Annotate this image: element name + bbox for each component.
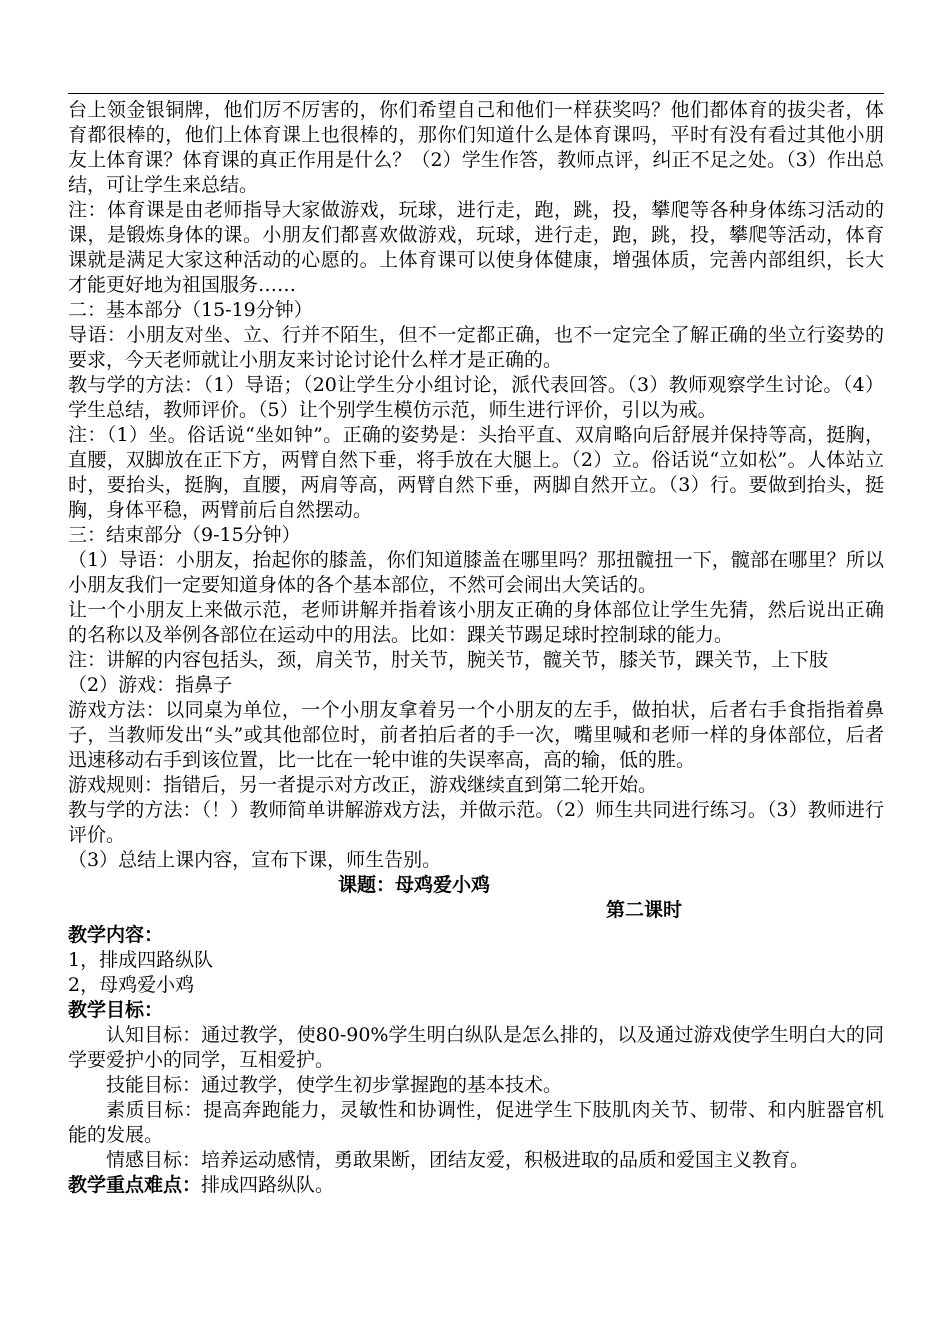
key-heading: 教学重点难点：	[68, 1174, 202, 1196]
content-item: 1，排成四路纵队	[68, 949, 214, 971]
paragraph-game-title: （2）游戏：指鼻子	[68, 674, 233, 696]
lesson-title: 课题：母鸡爱小鸡	[338, 874, 491, 896]
paragraph-demonstration: 让一个小朋友上来做示范，老师讲解并指着该小朋友正确的身体部位让学生先猜，然后说出正确的名称以及举例各部位在运动中的用法。比如：踝关节踢足球时控制球的能力。	[68, 599, 884, 646]
section-heading-basic: 二：基本部分（15-19分钟）	[68, 299, 313, 321]
paragraph-methods: 教与学的方法：（1）导语；（20让学生分小组讨论，派代表回答。（3）教师观察学生讨论。（4）学生总结，教师评价。（5）让个别学生模仿示范，师生进行评价，引以为戒。	[68, 374, 884, 421]
header-rule	[68, 93, 884, 94]
goal-skill: 技能目标：通过教学，使学生初步掌握跑的基本技术。	[106, 1074, 563, 1096]
paragraph-game-teaching: 教与学的方法：（！）教师简单讲解游戏方法，并做示范。（2）师生共同进行练习。（3）教师进行评价。	[68, 799, 884, 846]
paragraph-note-posture: 注：（1）坐。俗话说“坐如钟”。正确的姿势是：头抬平直、双肩略向后舒展并保持等高，挺胸，直腰，双脚放在正下方，两臂自然下垂，将手放在大腿上。（2）立。俗话说“立如松”。人体站立时，要抬头，挺胸，直腰，两肩等高，两臂自然下垂，两脚自然开立。（3）行。要做到抬头，挺胸，身体平稳，两臂前后自然摆动。	[68, 424, 884, 521]
paragraph-game-rules: 游戏规则：指错后，另一者提示对方改正，游戏继续直到第二轮开始。	[68, 774, 658, 796]
paragraph-summary: （3）总结上课内容，宣布下课，师生告别。	[68, 849, 442, 871]
key-points	[68, 1173, 884, 1198]
paragraph-game-method: 游戏方法：以同桌为单位，一个小朋友拿着另一个小朋友的左手，做拍状，后者右手食指指着鼻子，当教师发出“头”或其他部位时，前者拍后者的手一次，嘴里喊和老师一样的身体部位，后者迅速移动右手到该位置，比一比在一轮中谁的失误率高，高的输，低的胜。	[68, 699, 884, 771]
content-heading: 教学内容：	[68, 924, 164, 946]
paragraph-note-body-parts: 注：讲解的内容包括头，颈，肩关节，肘关节，腕关节，髋关节，膝关节，踝关节，上下肢	[68, 649, 829, 671]
goal-cognitive: 认知目标：通过教学，使80-90%学生明白纵队是怎么排的，以及通过游戏使学生明白大的同学要爱护小的同学，互相爱护。	[68, 1024, 884, 1071]
paragraph-ending-lead-in: （1）导语：小朋友，抬起你的膝盖，你们知道膝盖在哪里吗？那扭髋扭一下，髋部在哪里？所以小朋友我们一定要知道身体的各个基本部位，不然可会闹出大笑话的。	[68, 549, 884, 596]
lesson-period: 第二课时	[606, 899, 683, 921]
goal-emotion: 情感目标：培养运动感情，勇敢果断，团结友爱，积极进取的品质和爱国主义教育。	[106, 1149, 810, 1171]
section-heading-ending: 三：结束部分（9-15分钟）	[68, 524, 301, 546]
goals-heading: 教学目标：	[68, 999, 164, 1021]
paragraph-intro-continued: 台上领金银铜牌，他们厉不厉害的，你们希望自己和他们一样获奖吗？他们都体育的拔尖者，体育都很棒的，他们上体育课上也很棒的，那你们知道什么是体育课吗，平时有没有看过其他小朋友上体育课？体育课的真正作用是什么？（2）学生作答，教师点评，纠正不足之处。（3）作出总结，可让学生来总结。	[68, 99, 884, 196]
document-page	[68, 93, 884, 1198]
content-item: 2，母鸡爱小鸡	[68, 974, 195, 996]
paragraph-lead-in: 导语：小朋友对坐、立、行并不陌生，但不一定都正确，也不一定完全了解正确的坐立行姿势的要求，今天老师就让小朋友来讨论讨论什么样才是正确的。	[68, 324, 884, 371]
paragraph-note-pe-class: 注：体育课是由老师指导大家做游戏，玩球，进行走，跑，跳，投，攀爬等各种身体练习活动的课，是锻炼身体的课。小朋友们都喜欢做游戏，玩球，进行走，跑，跳，投，攀爬等活动，体育课就是满足大家这种活动的心愿的。上体育课可以使身体健康，增强体质，完善内部组织，长大才能更好地为祖国服务……	[68, 199, 884, 296]
key-text: 排成四路纵队。	[201, 1174, 335, 1196]
goal-quality: 素质目标：提高奔跑能力，灵敏性和协调性，促进学生下肢肌肉关节、韧带、和内脏器官机能的发展。	[68, 1099, 884, 1146]
